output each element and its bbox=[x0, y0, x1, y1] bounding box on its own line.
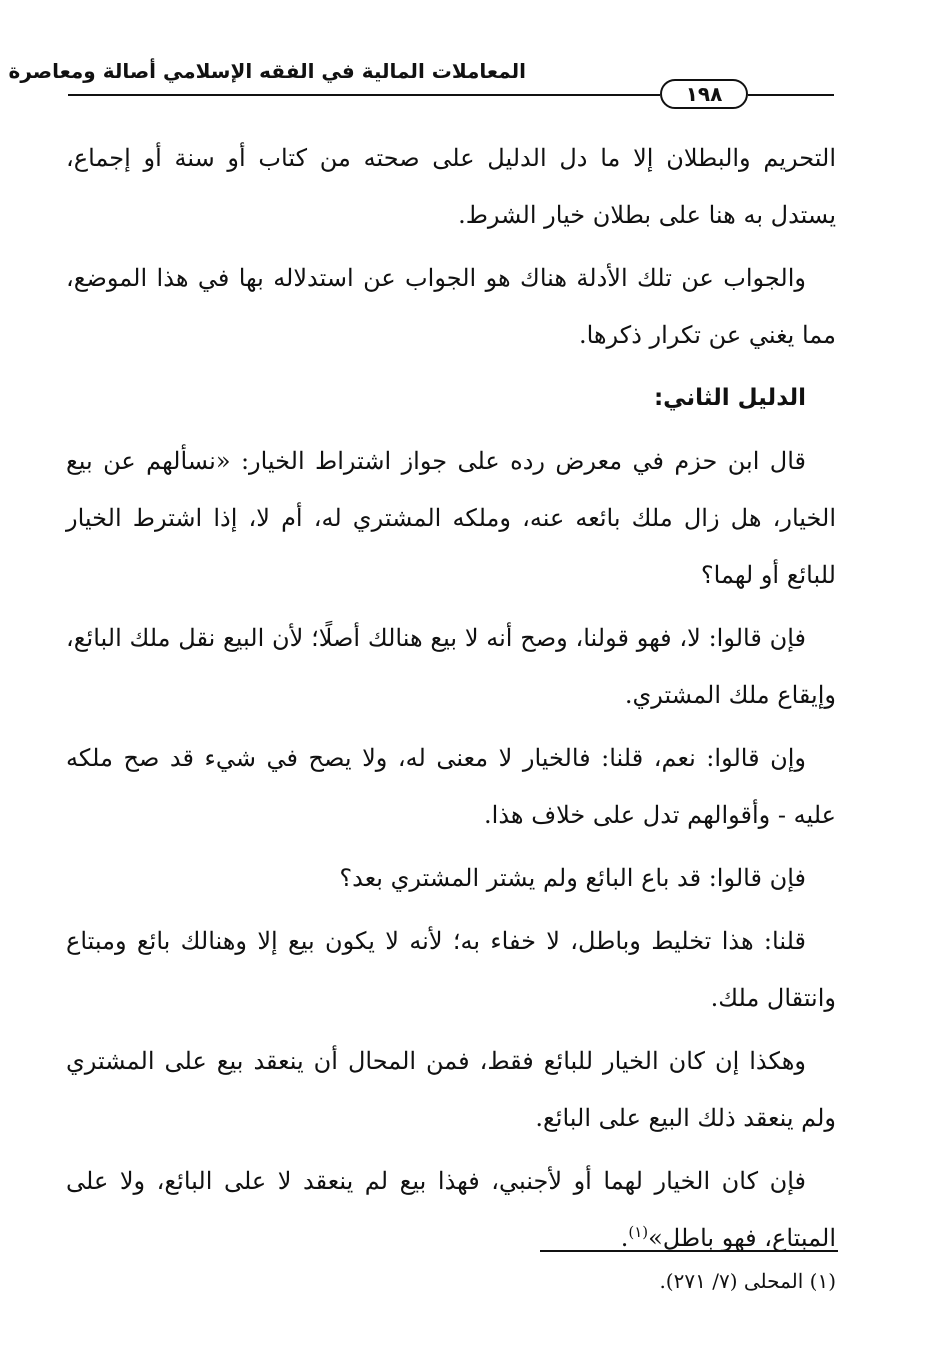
footnote-marker[interactable]: (١) bbox=[628, 1223, 649, 1241]
paragraph: قلنا: هذا تخليط وباطل، لا خفاء به؛ لأنه لا يكون بيع إلا وهنالك بائع ومبتاع وانتقال ملك. bbox=[66, 927, 836, 1012]
header-rule-right bbox=[748, 94, 834, 96]
paragraph: التحريم والبطلان إلا ما دل الدليل على صحته من كتاب أو سنة أو إجماع، يستدل به هنا على بطلان خيار الشرط. bbox=[66, 144, 836, 229]
paragraph: والجواب عن تلك الأدلة هناك هو الجواب عن استدلاله بها في هذا الموضع، مما يغني عن تكرار ذكرها. bbox=[66, 264, 836, 349]
footnote-divider bbox=[540, 1250, 838, 1252]
paragraph: فإن قالوا: قد باع البائع ولم يشتر المشتري بعد؟ bbox=[339, 864, 806, 892]
header-rule-left bbox=[68, 94, 660, 96]
paragraph: فإن قالوا: لا، فهو قولنا، وصح أنه لا بيع هنالك أصلًا؛ لأن البيع نقل ملك البائع، وإيقاع ملك المشتري. bbox=[66, 624, 836, 709]
paragraph: وإن قالوا: نعم، قلنا: فالخيار لا معنى له، ولا يصح في شيء قد صح ملكه عليه - وأقوالهم تدل على خلاف هذا. bbox=[66, 744, 836, 829]
running-header-title: المعاملات المالية في الفقه الإسلامي أصالة ومعاصرة bbox=[8, 59, 526, 83]
body-text bbox=[66, 130, 836, 1273]
paragraph-last-text: فإن كان الخيار لهما أو لأجنبي، فهذا بيع لم ينعقد لا على البائع، ولا على المبتاع، فهو باطل» bbox=[66, 1167, 836, 1252]
closing-punctuation: . bbox=[620, 1224, 629, 1252]
page-number-badge bbox=[660, 79, 748, 109]
section-heading: الدليل الثاني: bbox=[653, 385, 806, 411]
paragraph: وهكذا إن كان الخيار للبائع فقط، فمن المحال أن ينعقد بيع على المشتري ولم ينعقد ذلك البيع على البائع. bbox=[66, 1047, 836, 1132]
footnote-text: (١) المحلى (٧/ ٢٧١). bbox=[659, 1269, 836, 1293]
paragraph: قال ابن حزم في معرض رده على جواز اشتراط الخيار: «نسألهم عن بيع الخيار، هل زال ملك بائعه عنه، وملكه المشتري له، أم لا، إذا اشترط الخيار للبائع أو لهما؟ bbox=[66, 447, 836, 589]
page-number: ١٩٨ bbox=[685, 82, 723, 106]
